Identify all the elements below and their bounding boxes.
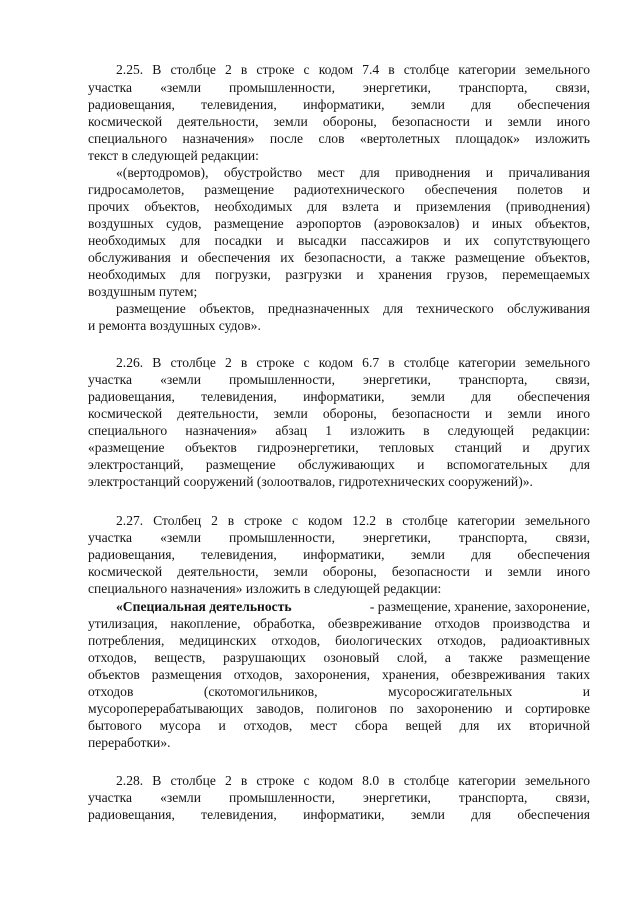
text-line: радиовещания, телевидения, информатики, земли для обеспечения [88, 547, 590, 562]
bold-term: «Специальная деятельность [116, 599, 292, 614]
text-line: радиовещания, телевидения, информатики, земли для обеспечения [88, 389, 590, 404]
text-line: утилизация, накопление, обработка, обезвреживание отходов производства и [88, 616, 590, 631]
text-line: отходов, веществ, разрушающих озоновый слой, а также размещение [88, 650, 590, 665]
text-line: необходимых для посадки и высадки пассажиров и их сопутствующего [88, 233, 590, 248]
text-line: космической деятельности, земли обороны, безопасности и земли иного [88, 564, 590, 579]
text-line: гидросамолетов, размещение радиотехнического обеспечения полетов и [88, 182, 590, 197]
text-line: воздушным путем; [88, 284, 198, 299]
text-line: бытового мусора и отходов, мест сбора вещей для их вторичной [88, 718, 590, 733]
text-line: космической деятельности, земли обороны, безопасности и земли иного [88, 114, 590, 129]
text-line: переработки». [88, 735, 171, 750]
text-line: обслуживания и обеспечения их безопасности, а также размещение объектов, [88, 250, 590, 265]
text-line: участка «земли промышленности, энергетики, транспорта, связи, [88, 80, 590, 95]
text-line: прочих объектов, необходимых для взлета и приземления (приводнения) [88, 199, 590, 214]
text-line: объектов размещения отходов, захоронения, хранения, обезвреживания таких [88, 667, 590, 682]
text-line: специального назначения» изложить в следующей редакции: [88, 581, 442, 596]
text-line: специального назначения» абзац 1 изложить в следующей редакции: [88, 423, 590, 438]
text-line: «(вертодромов), обустройство мест для приводнения и причаливания [116, 165, 590, 180]
text-line: электростанций, размещение обслуживающих и вспомогательных для [88, 457, 590, 472]
text-line: потребления, медицинских отходов, биологических отходов, радиоактивных [88, 633, 590, 648]
text-line: «размещение объектов гидроэнергетики, тепловых станций и других [88, 440, 590, 455]
text-line: 2.25. В столбце 2 в строке с кодом 7.4 в столбце категории земельного [116, 62, 590, 77]
text-line [116, 599, 590, 615]
text-segment: - размещение, хранение, захоронение, [369, 599, 590, 614]
text-line: 2.27. Столбец 2 в строке с кодом 12.2 в столбце категории земельного [116, 513, 590, 528]
text-line: текст в следующей редакции: [88, 148, 259, 163]
text-line: специального назначения» после слов «вертолетных площадок» изложить [88, 131, 590, 146]
text-line: мусороперерабатывающих заводов, полигонов по захоронению и сортировке [88, 701, 590, 716]
text-line: необходимых для погрузки, разгрузки и хранения грузов, перемещаемых [88, 267, 590, 282]
text-line: участка «земли промышленности, энергетики, транспорта, связи, [88, 530, 590, 545]
text-line: 2.26. В столбце 2 в строке с кодом 6.7 в столбце категории земельного [116, 355, 590, 370]
text-line: участка «земли промышленности, энергетики, транспорта, связи, [88, 372, 590, 387]
text-line: воздушных судов, размещение аэропортов (аэровокзалов) и иных объектов, [88, 216, 590, 231]
text-line: размещение объектов, предназначенных для технического обслуживания [116, 301, 590, 316]
text-line: электростанций сооружений (золоотвалов, гидротехнических сооружений)». [88, 474, 533, 489]
text-line: радиовещания, телевидения, информатики, земли для обеспечения [88, 807, 590, 822]
text-line: отходов (скотомогильников, мусоросжигательных и [88, 684, 590, 699]
text-line: участка «земли промышленности, энергетики, транспорта, связи, [88, 790, 590, 805]
text-line: радиовещания, телевидения, информатики, земли для обеспечения [88, 97, 590, 112]
text-line: и ремонта воздушных судов». [88, 318, 261, 333]
text-line: космической деятельности, земли обороны, безопасности и земли иного [88, 406, 590, 421]
text-line: 2.28. В столбце 2 в строке с кодом 8.0 в столбце категории земельного [116, 773, 590, 788]
